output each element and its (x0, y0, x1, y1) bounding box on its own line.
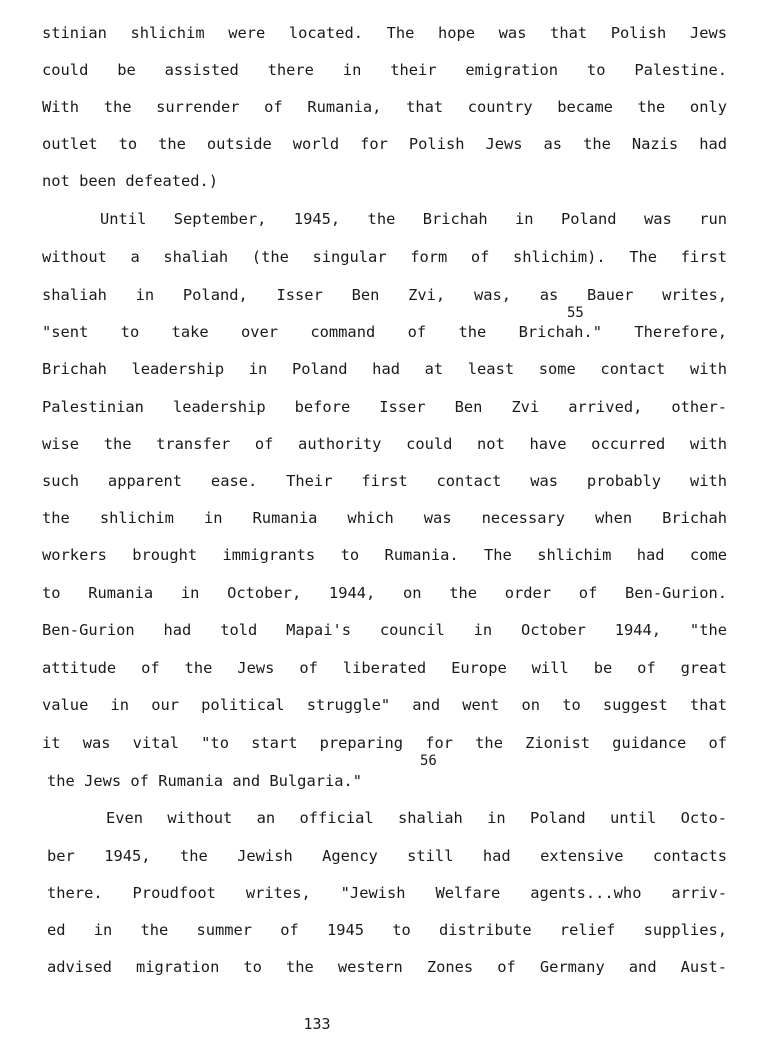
text-line: With the surrender of Rumania, that country became the only (42, 98, 727, 116)
page-number: 133 (303, 1015, 331, 1033)
text-line: such apparent ease. Their first contact was probably with (42, 472, 727, 490)
text-line: advised migration to the western Zones of Germany and Aust- (47, 958, 727, 976)
text-line: it was vital "to start preparing for the Zionist guidance of (42, 734, 727, 752)
text-line: value in our political struggle" and went on to suggest that (42, 696, 727, 714)
paragraph-first-line: Even without an official shaliah in Poland until Octo- (106, 809, 727, 827)
text-line: attitude of the Jews of liberated Europe will be of great (42, 659, 727, 677)
text-line: shaliah in Poland, Isser Ben Zvi, was, as Bauer writes, (42, 286, 727, 304)
text-line: Brichah leadership in Poland had at least some contact with (42, 360, 727, 378)
text-line: could be assisted there in their emigration to Palestine. (42, 61, 727, 79)
text-line: to Rumania in October, 1944, on the order of Ben-Gurion. (42, 584, 727, 602)
text-line: there. Proudfoot writes, "Jewish Welfare agents...who arriv- (47, 884, 727, 902)
text-line: ed in the summer of 1945 to distribute relief supplies, (47, 921, 727, 939)
text-line: Ben-Gurion had told Mapai's council in October 1944, "the (42, 621, 727, 639)
footnote-marker: 55 (567, 305, 584, 321)
paragraph-first-line: Until September, 1945, the Brichah in Poland was run (100, 210, 727, 228)
text-line: outlet to the outside world for Polish Jews as the Nazis had (42, 135, 727, 153)
text-line: ber 1945, the Jewish Agency still had extensive contacts (47, 847, 727, 865)
footnote-marker: 56 (420, 753, 437, 769)
text-line: stinian shlichim were located. The hope was that Polish Jews (42, 24, 727, 42)
text-line: not been defeated.) (42, 172, 219, 190)
text-line: workers brought immigrants to Rumania. The shlichim had come (42, 546, 727, 564)
text-line: wise the transfer of authority could not have occurred with (42, 435, 727, 453)
text-line: "sent to take over command of the Brichah." Therefore, (42, 323, 727, 341)
text-line: without a shaliah (the singular form of shlichim). The first (42, 248, 727, 266)
text-line: the Jews of Rumania and Bulgaria." (47, 772, 363, 790)
text-line: the shlichim in Rumania which was necessary when Brichah (42, 509, 727, 527)
text-line: Palestinian leadership before Isser Ben Zvi arrived, other- (42, 398, 727, 416)
